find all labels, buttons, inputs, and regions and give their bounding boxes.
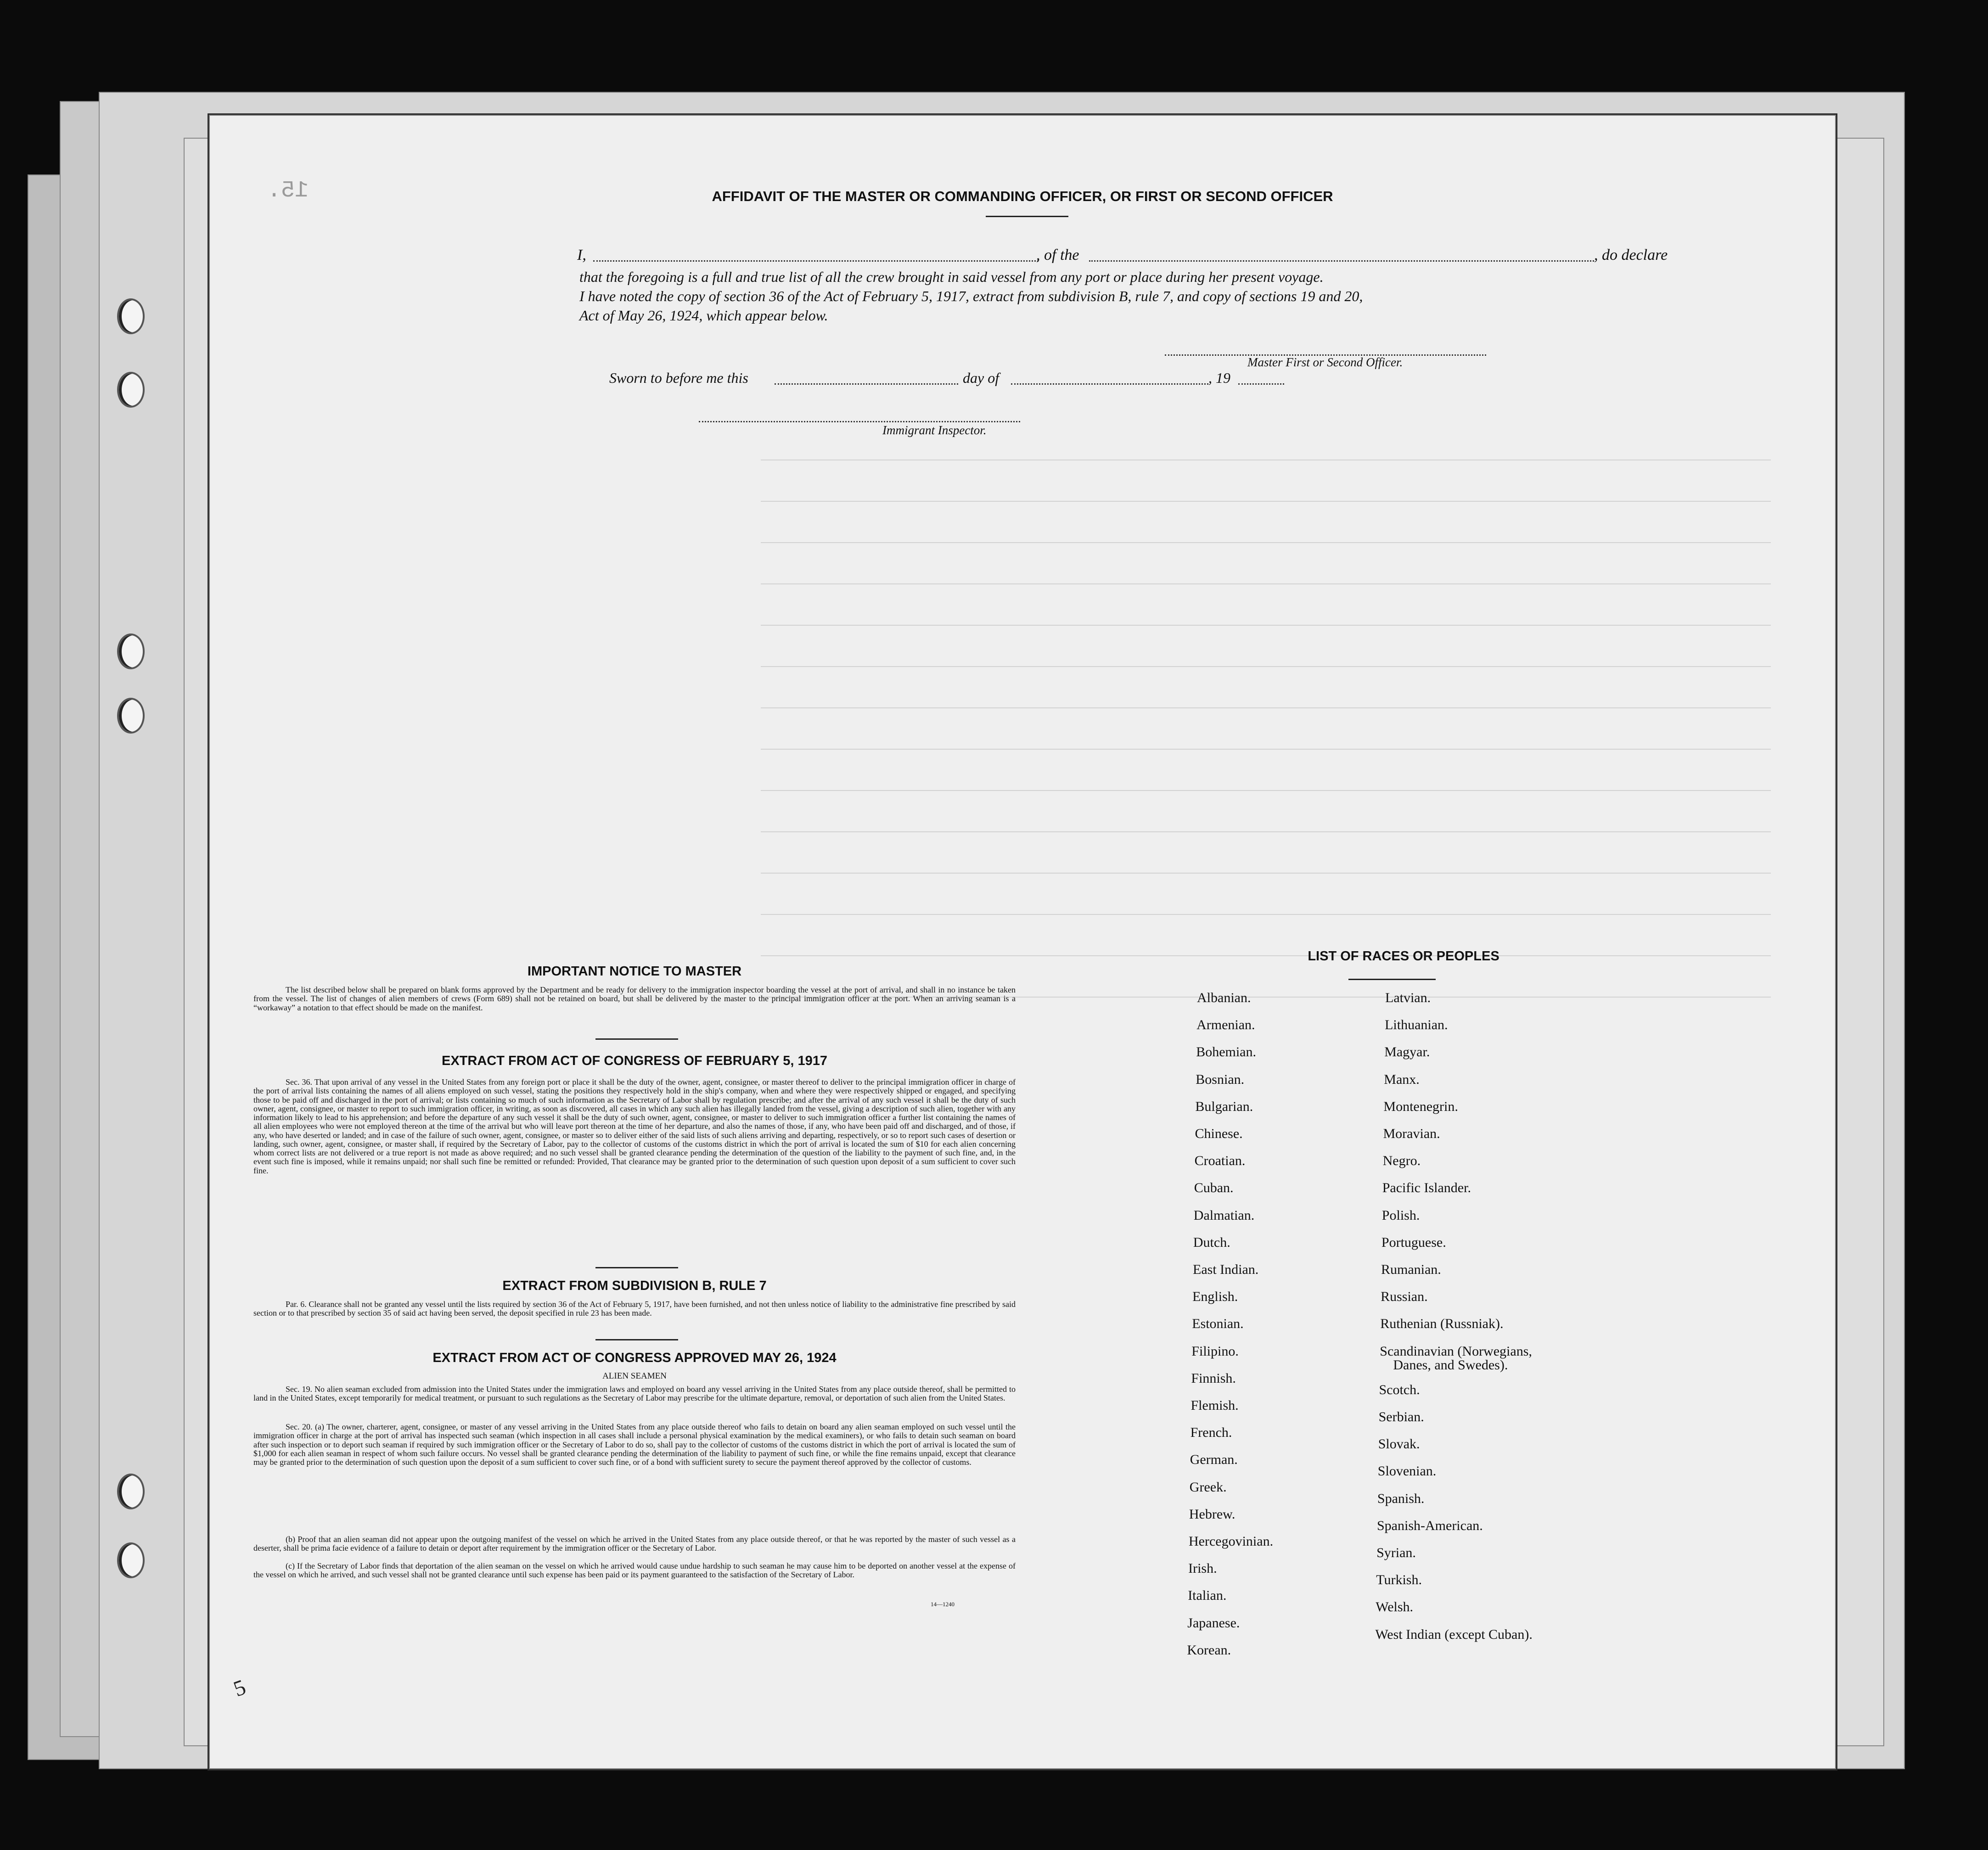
declaration-do-declare: , do declare <box>1594 247 1668 263</box>
races-title-rule <box>1348 979 1436 980</box>
race-item: Pacific Islander. <box>1382 1180 1471 1196</box>
declaration-i: I, <box>577 247 586 263</box>
punch-hole <box>117 298 145 334</box>
punch-hole <box>117 633 145 669</box>
race-item: Montenegrin. <box>1383 1099 1458 1114</box>
vessel-name-blank[interactable] <box>1089 260 1594 262</box>
race-item: Danes, and Swedes). <box>1393 1357 1508 1373</box>
section-rule <box>595 1038 678 1040</box>
race-item: Filipino. <box>1191 1343 1239 1359</box>
race-item: Dalmatian. <box>1193 1207 1255 1223</box>
race-item: Turkish. <box>1376 1572 1422 1588</box>
page-number-mark: 15. <box>267 178 309 204</box>
declaration-of-the: , of the <box>1036 247 1079 263</box>
section-rule <box>595 1267 678 1268</box>
race-item: Slovak. <box>1378 1436 1420 1452</box>
race-item: Chinese. <box>1195 1126 1243 1141</box>
declaration-line-3: Act of May 26, 1924, which appear below. <box>579 307 828 324</box>
race-item: Croatian. <box>1194 1153 1246 1169</box>
race-item: Latvian. <box>1385 990 1431 1005</box>
master-name-blank[interactable] <box>593 260 1039 262</box>
sec-20-text: Sec. 20. (a) The owner, charterer, agent, consignee, or master of any vessel arriving in the United States from any place outside thereof who fails to detain on board any alien seaman employed on such vessel until the immigration officer in charge at the port of arrival has inspected such seaman (which inspection in all cases shall include a personal physical examination by the medical examiners), or who fails to detain such seaman on board after such inspection or to deport such seaman if required by such immigration officer or the Secretary of Labor to do so, shall pay to the collector of customs of the customs district in which the port of arrival is located the sum of $1,000 for each alien seaman in respect of whom such failure occurs. No vessel shall be granted clearance pending the determination of the liability to payment of such fine, or while the fine remains unpaid, except that clearance may be granted prior to the determination of such question upon the deposit of a sum sufficient to cover such fine, or of a bond with sufficient surety to secure the payment thereof approved by the collector of customs. <box>253 1422 1016 1467</box>
race-item: Scandinavian (Norwegians, <box>1380 1343 1532 1359</box>
race-item: Finnish. <box>1191 1370 1236 1386</box>
race-item: Albanian. <box>1197 990 1251 1005</box>
race-item: Magyar. <box>1384 1044 1430 1060</box>
race-item: Russian. <box>1381 1289 1428 1305</box>
sworn-month-blank[interactable] <box>1011 383 1208 385</box>
affidavit-page <box>209 115 1836 1769</box>
punch-hole <box>117 1474 145 1509</box>
sec-20c-text: (c) If the Secretary of Labor finds that deportation of the alien seaman on the vessel on which he arrived would cause undue hardship to such seaman he may cause him to be deported on another vessel at the expense of the vessel on which he arrived, and such vessel shall not be granted clearance until such expense has been paid or its payment guaranteed to the satisfaction of the Secretary of Labor. <box>253 1561 1016 1580</box>
margin-handwriting-mark: 5 <box>230 1675 249 1702</box>
race-item: Hercegovinian. <box>1189 1534 1274 1549</box>
punch-hole <box>117 698 145 734</box>
race-item: Bohemian. <box>1196 1044 1256 1060</box>
race-item: Moravian. <box>1383 1126 1440 1141</box>
race-item: Bulgarian. <box>1195 1099 1253 1114</box>
races-title: LIST OF RACES OR PEOPLES <box>1308 949 1499 964</box>
race-item: Syrian. <box>1376 1545 1416 1560</box>
race-item: Cuban. <box>1194 1180 1234 1196</box>
race-item: French. <box>1190 1425 1232 1441</box>
race-item: Korean. <box>1187 1642 1231 1658</box>
race-item: Scotch. <box>1379 1382 1420 1397</box>
race-item: Portuguese. <box>1381 1234 1446 1250</box>
race-item: English. <box>1192 1289 1238 1305</box>
inspector-signature-line[interactable] <box>699 421 1020 422</box>
race-item: Armenian. <box>1196 1017 1255 1033</box>
sworn-day-blank[interactable] <box>775 383 958 385</box>
alien-seamen-subtitle: ALIEN SEAMEN <box>602 1371 667 1381</box>
race-item: Dutch. <box>1193 1234 1230 1250</box>
notice-text: The list described below shall be prepared on blank forms approved by the Department and be ready for delivery to the immigration inspector boarding the vessel at the port of arrival, and shall in no instance be taken from the vessel. The list of changes of alien members of crews (Form 689) shall not be retained on board, but shall be delivered by the master to the principal immigration officer at the port. When an arriving seaman is a “workaway” a notation to that effect should be made on the manifest. <box>253 985 1016 1012</box>
race-item: Estonian. <box>1192 1316 1244 1332</box>
race-item: Ruthenian (Russniak). <box>1380 1316 1504 1332</box>
inspector-label: Immigrant Inspector. <box>882 423 987 437</box>
race-item: Manx. <box>1384 1071 1420 1087</box>
affidavit-title: AFFIDAVIT OF THE MASTER OR COMMANDING OFFICER, OR FIRST OR SECOND OFFICER <box>712 188 1333 204</box>
race-item: Irish. <box>1188 1561 1217 1576</box>
race-item: Slovenian. <box>1377 1463 1437 1479</box>
race-item: East Indian. <box>1193 1262 1259 1277</box>
race-item: Italian. <box>1188 1588 1227 1603</box>
race-item: Welsh. <box>1376 1599 1414 1615</box>
sworn-text: Sworn to before me this <box>609 370 748 386</box>
race-item: German. <box>1190 1452 1238 1468</box>
race-item: Flemish. <box>1191 1398 1239 1413</box>
extract-1924-title: EXTRACT FROM ACT OF CONGRESS APPROVED MAY 26, 1924 <box>432 1351 837 1365</box>
race-item: Hebrew. <box>1189 1506 1235 1522</box>
race-item: Serbian. <box>1378 1409 1424 1424</box>
race-item: Spanish. <box>1377 1491 1425 1506</box>
punch-hole <box>117 372 145 408</box>
bleed-through-lines <box>210 116 1835 1768</box>
sworn-year-blank[interactable] <box>1238 383 1284 385</box>
race-item: Greek. <box>1189 1479 1227 1495</box>
race-item: Polish. <box>1381 1207 1420 1223</box>
race-item: Lithuanian. <box>1385 1017 1448 1033</box>
race-item: Japanese. <box>1187 1615 1240 1631</box>
declaration-line-2: I have noted the copy of section 36 of the Act of February 5, 1917, extract from subdivision B, rule 7, and copy of sections 19 and 20, <box>579 288 1363 304</box>
extract-1917-title: EXTRACT FROM ACT OF CONGRESS OF FEBRUARY 5, 1917 <box>441 1054 828 1068</box>
declaration-line-1: that the foregoing is a full and true list of all the crew brought in said vessel from any port or place during her present voyage. <box>579 269 1324 285</box>
title-rule <box>986 216 1068 217</box>
master-signature-label: Master First or Second Officer. <box>1247 355 1403 369</box>
extract-1917-text: Sec. 36. That upon arrival of any vessel in the United States from any foreign port or place it shall be the duty of the owner, agent, consignee, or master thereof to deliver to the principal immigration officer in charge of the port of arrival lists containing the names of all aliens employed on such vessel, stating the positions they respectively hold in the ship's company, when and where they were respectively shipped or engaged, and specifying those to be paid off and discharged in the port of arrival; or lists containing so much of such information as the Secretary of Labor shall by regulation prescribe; and after the arrival of any such vessel it shall be the duty of such owner, agent, consignee, or master to report to such immigration officer, in writing, as soon as discovered, all cases in which any such alien has illegally landed from the vessel, giving a description of such alien, together with any information likely to lead to his apprehension; and before the departure of any such vessel it shall be the duty of such owner, agent, consignee, or master to deliver to such immigration officer a further list containing the names of all alien employees who were not employed thereon at the time of the arrival but who will leave port thereon at the time of her departure, and also the names of those, if any, who have been paid off and discharged, and of those, if any, who have deserted or landed; and in case of the failure of such owner, agent, consignee, or master so to deliver either of the said lists of such aliens arriving and departing, respectively, or so to report such cases of desertion or landing, such owner, agent, consignee, or master shall, if required by the Secretary of Labor, pay to the collector of customs of the customs district in which the port of arrival is located the sum of $10 for each alien concerning whom correct lists are not delivered or a true report is not made as above required; and no such vessel shall be granted clearance pending the determination of the question of the liability to the payment of such fine, and, in the event such fine is imposed, while it remains unpaid; nor shall such fine be remitted or refunded: Provided, That clearance may be granted prior to the determination of such question upon deposit of a sum sufficient to cover such fine. <box>253 1077 1016 1175</box>
race-item: West Indian (except Cuban). <box>1375 1626 1533 1642</box>
sworn-day-of: day of <box>963 370 1000 386</box>
sworn-year-prefix: , 19 <box>1208 370 1230 386</box>
extract-rule7-text: Par. 6. Clearance shall not be granted any vessel until the lists required by section 36 of the Act of February 5, 1917, have been furnished, and not then unless notice of liability to the administrative fine prescribed by said section or to that prescribed by section 35 of said act having been served, the deposit specified in rule 23 has been made. <box>253 1300 1016 1318</box>
punch-hole <box>117 1542 145 1578</box>
sec-19-text: Sec. 19. No alien seaman excluded from admission into the United States under the immigration laws and employed on board any vessel arriving in the United States from any place outside thereof, shall be permitted to land in the United States, except temporarily for medical treatment, or pursuant to such regulations as the Secretary of Labor may prescribe for the ultimate departure, removal, or deportation of such alien from the United States. <box>253 1385 1016 1403</box>
section-rule <box>595 1339 678 1340</box>
notice-title: IMPORTANT NOTICE TO MASTER <box>527 964 742 979</box>
extract-rule7-title: EXTRACT FROM SUBDIVISION B, RULE 7 <box>502 1278 767 1293</box>
race-item: Bosnian. <box>1196 1071 1245 1087</box>
race-item: Rumanian. <box>1381 1262 1441 1277</box>
race-item: Spanish-American. <box>1377 1518 1483 1533</box>
sec-20b-text: (b) Proof that an alien seaman did not appear upon the outgoing manifest of the vessel on which he arrived in the United States from any place outside thereof, or that he was reported by the master of such vessel as a deserter, shall be prima facie evidence of a failure to detain or deport after requirement by the immigration officer or the Secretary of Labor. <box>253 1535 1016 1553</box>
race-item: Negro. <box>1382 1153 1421 1169</box>
form-number: 14—1240 <box>931 1601 955 1608</box>
